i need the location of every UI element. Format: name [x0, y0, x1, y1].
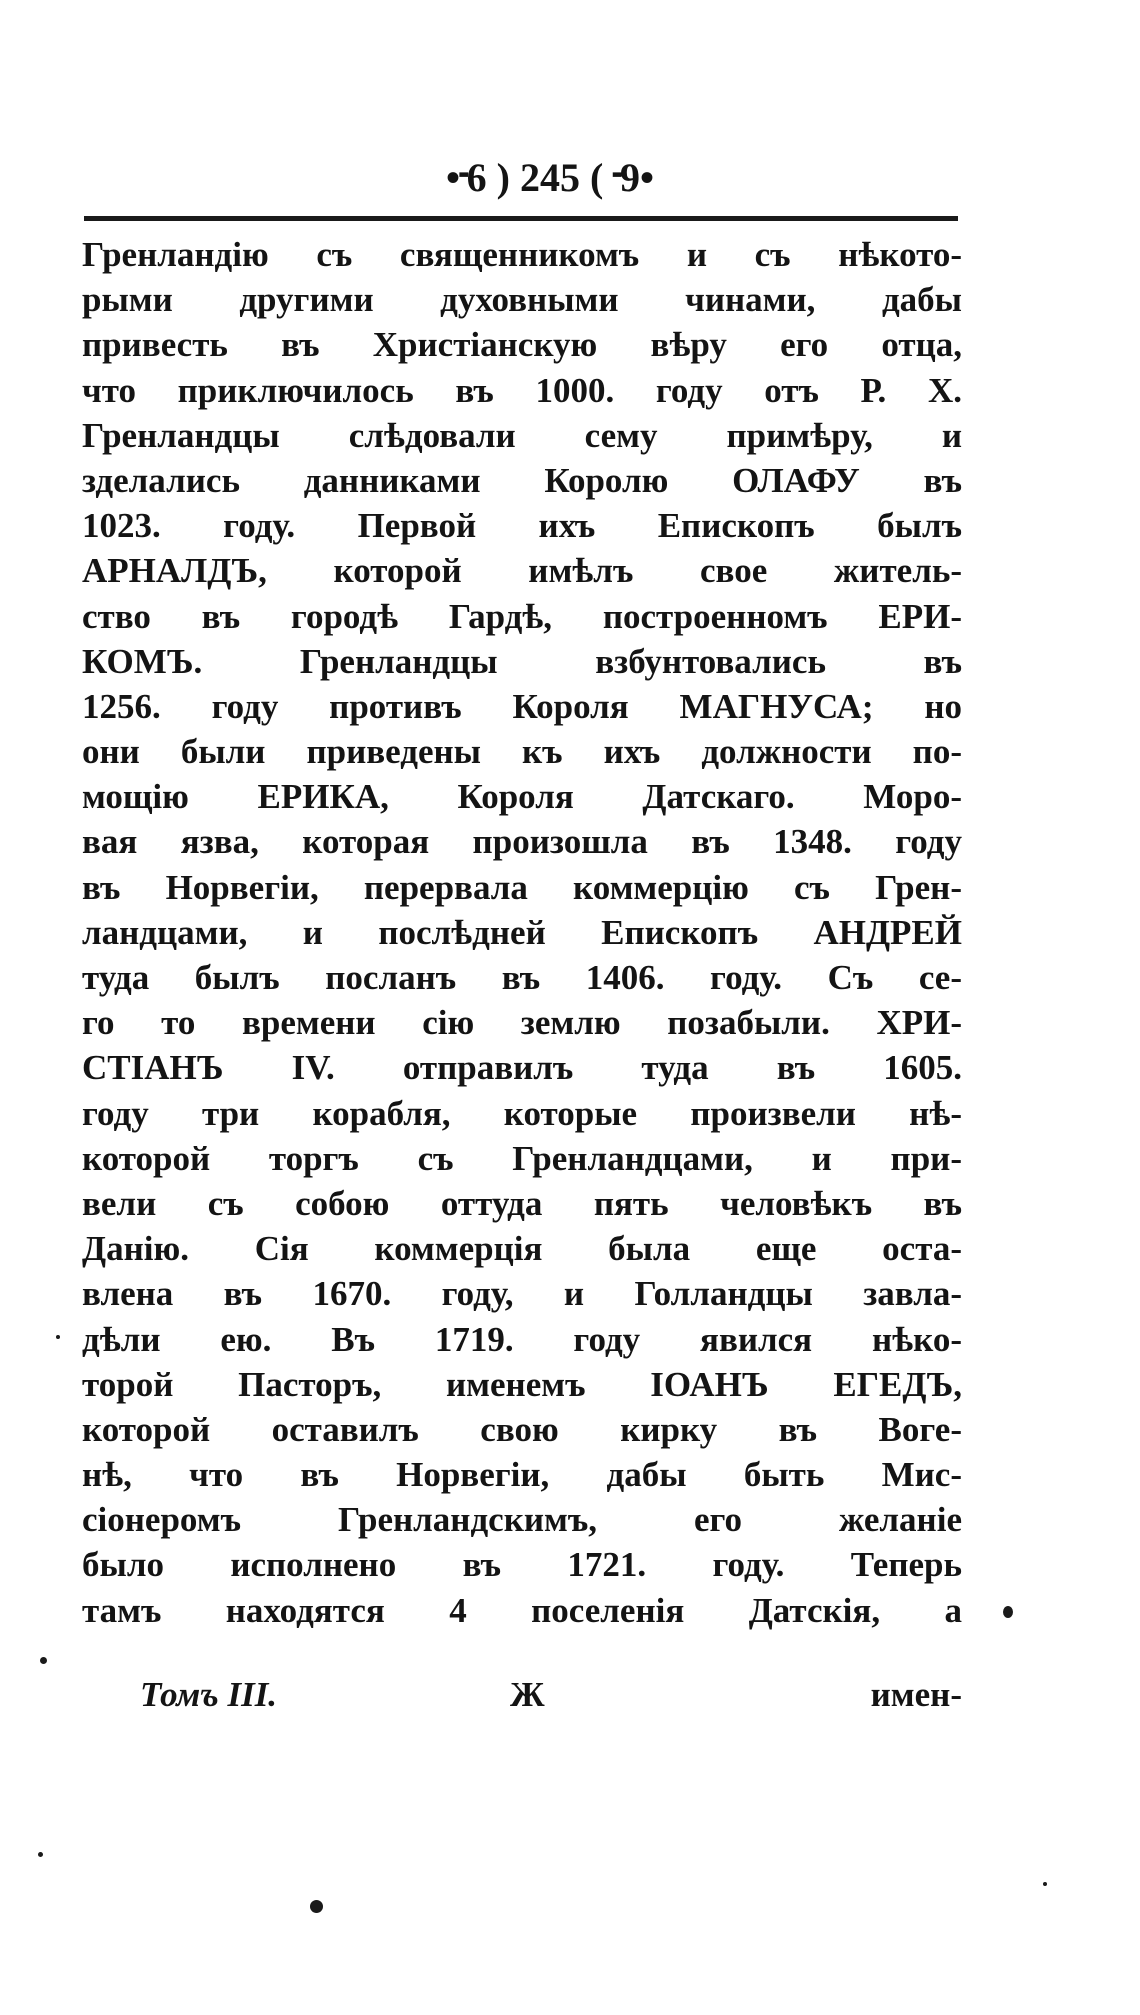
text-line: тамъ находятся 4 поселенія Датскія, а	[82, 1590, 962, 1630]
text-line: Данію. Сія коммерція была еще оста-	[82, 1229, 962, 1269]
text-line: 1256. году противъ Короля МАГНУСА; но	[82, 686, 962, 726]
text-line: въ Норвегіи, перервала коммерцію съ Грен-	[82, 867, 962, 907]
text-line: которой торгъ съ Гренландцами, и при-	[82, 1138, 962, 1178]
text-line: влена въ 1670. году, и Голландцы завла-	[82, 1274, 962, 1314]
gathering-mark: Ж	[510, 1675, 545, 1714]
text-line: зделались данниками Королю ОЛАФУ въ	[82, 460, 962, 500]
text-line: сіонеромъ Гренландскимъ, его желаніе	[82, 1500, 962, 1540]
volume-signature: Томъ III.	[140, 1675, 278, 1714]
text-line: торой Пасторъ, именемъ ІОАНЪ ЕГЕДЪ,	[82, 1364, 962, 1404]
text-line: 1023. году. Первой ихъ Епископъ былъ	[82, 506, 962, 546]
text-line: вая язва, которая произошла въ 1348. году	[82, 822, 962, 862]
text-line: которой оставилъ свою кирку въ Воге-	[82, 1409, 962, 1449]
page-footer	[140, 1670, 962, 1720]
text-line: вели съ собою оттуда пять человѣкъ въ	[82, 1183, 962, 1223]
text-line: было исполнено въ 1721. году. Теперь	[82, 1545, 962, 1585]
text-line: дѣли ею. Въ 1719. году явился нѣко-	[82, 1319, 962, 1359]
catchword: имен-	[870, 1675, 962, 1714]
text-line: мощію ЕРИКА, Короля Датскаго. Моро-	[82, 777, 962, 817]
ink-speck	[1043, 1882, 1047, 1886]
header-rule	[84, 216, 958, 221]
body-text	[82, 232, 962, 1633]
ink-speck	[38, 1852, 43, 1857]
ink-speck	[310, 1900, 323, 1913]
ink-speck	[56, 1335, 60, 1339]
text-line: СТІАНЪ IV. отправилъ туда въ 1605.	[82, 1048, 962, 1088]
page-number-header: •᠊6 ) 245 ( ᠊9•	[445, 155, 655, 200]
text-line: ство въ городѣ Гардѣ, построенномъ ЕРИ-	[82, 596, 962, 636]
text-line: туда былъ посланъ въ 1406. году. Съ се-	[82, 958, 962, 997]
text-line: что приключилось въ 1000. году отъ Р. Х.	[82, 370, 962, 410]
text-line: КОМЪ. Гренландцы взбунтовались въ	[82, 641, 962, 681]
text-line: году три корабля, которые произвели нѣ-	[82, 1093, 962, 1133]
text-line: привесть въ Христіанскую вѣру его отца,	[82, 325, 962, 365]
text-line: Гренландію съ священникомъ и съ нѣкото-	[82, 235, 962, 274]
text-line: они были приведены къ ихъ должности по-	[82, 732, 962, 772]
text-line: АРНАЛДЪ, которой имѣлъ свое житель-	[82, 551, 962, 591]
text-line: рыми другими духовными чинами, дабы	[82, 280, 962, 320]
text-line: ландцами, и послѣдней Епископъ АНДРЕЙ	[82, 912, 962, 952]
text-line: го то времени сію землю позабыли. ХРИ-	[82, 1003, 962, 1043]
text-line: нѣ, что въ Норвегіи, дабы быть Мис-	[82, 1455, 962, 1495]
ink-speck	[40, 1657, 47, 1664]
text-line: Гренландцы слѣдовали сему примѣру, и	[82, 415, 962, 455]
ink-speck	[1003, 1606, 1013, 1618]
